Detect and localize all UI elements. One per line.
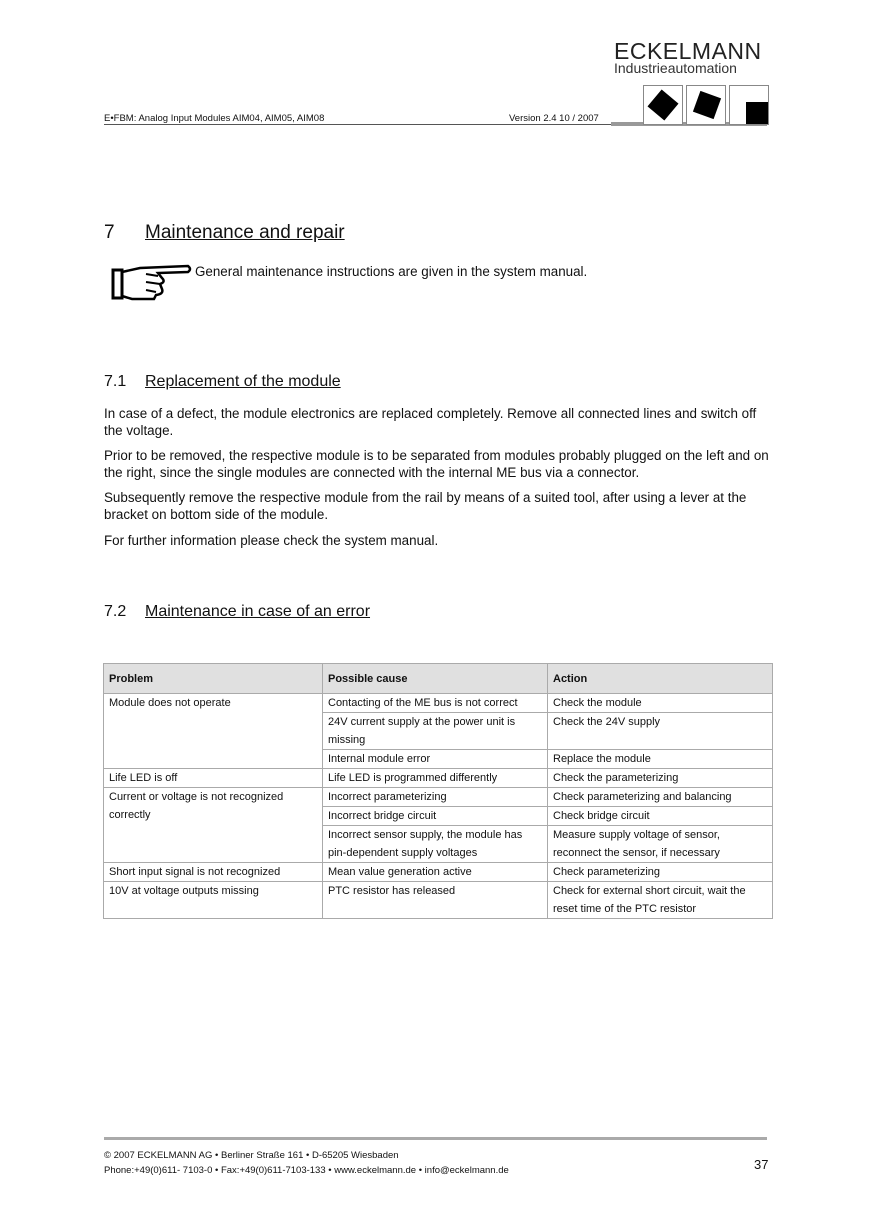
section-7-heading: 7 Maintenance and repair (104, 222, 345, 243)
table-row (104, 769, 773, 788)
cause-cell: PTC resistor has released (323, 882, 548, 919)
problem-cell: Module does not operate (104, 694, 323, 769)
action-cell: Check parameterizing (548, 863, 773, 882)
page-number: 37 (754, 1157, 769, 1172)
logo-square-2 (686, 85, 726, 125)
error-table (103, 663, 773, 919)
table-row (104, 882, 773, 919)
logo-subtitle: Industrieautomation (614, 60, 737, 76)
action-cell: Check the parameterizing (548, 769, 773, 788)
cause-cell: Internal module error (323, 750, 548, 769)
footer-address: © 2007 ECKELMANN AG • Berliner Straße 161 • D-65205 Wiesbaden (104, 1150, 399, 1161)
table-row (104, 694, 773, 713)
cause-cell: Mean value generation active (323, 863, 548, 882)
action-cell: Check parameterizing and balancing (548, 788, 773, 807)
action-cell: Measure supply voltage of sensor, reconnect the sensor, if necessary (548, 826, 773, 863)
paragraph: In case of a defect, the module electronics are replaced completely. Remove all connected lines and switch off the voltage. (104, 406, 757, 438)
logo-square-1 (643, 85, 683, 125)
logo-name: ECKELMANN (614, 38, 762, 64)
problem-cell: Short input signal is not recognized (104, 863, 323, 882)
action-cell: Check the 24V supply (548, 713, 773, 750)
action-cell: Replace the module (548, 750, 773, 769)
logo-square-3 (729, 85, 769, 125)
header-cause: Possible cause (323, 664, 548, 694)
problem-cell: Life LED is off (104, 769, 323, 788)
cause-cell: Incorrect sensor supply, the module has pin-dependent supply voltages (323, 826, 548, 863)
table-header-row (104, 664, 773, 694)
action-cell: Check the module (548, 694, 773, 713)
cause-cell: Incorrect parameterizing (323, 788, 548, 807)
header-problem: Problem (104, 664, 323, 694)
footer-rule (104, 1137, 767, 1140)
header-doc-title: E•FBM: Analog Input Modules AIM04, AIM05, AIM08 (104, 113, 325, 124)
cause-cell: Incorrect bridge circuit (323, 807, 548, 826)
paragraph: For further information please check the system manual. (104, 533, 439, 548)
header-action: Action (548, 664, 773, 694)
maintenance-note: General maintenance instructions are given in the system manual. (195, 264, 588, 279)
paragraph: Prior to be removed, the respective module is to be separated from modules probably plugged on the left and on the right, since the single modules are connected with the internal ME bus via a connector. (104, 448, 769, 480)
pointing-hand-icon (110, 262, 192, 302)
table-row (104, 863, 773, 882)
section-7-1-heading: 7.1 Replacement of the module (104, 373, 341, 390)
problem-cell: 10V at voltage outputs missing (104, 882, 323, 919)
section-7-2-heading: 7.2 Maintenance in case of an error (104, 603, 371, 620)
cause-cell: Life LED is programmed differently (323, 769, 548, 788)
cause-cell: Contacting of the ME bus is not correct (323, 694, 548, 713)
header-underline (104, 124, 611, 125)
footer-contact: Phone:+49(0)611- 7103-0 • Fax:+49(0)611-7103-133 • www.eckelmann.de • info@eckelmann.de (104, 1165, 509, 1176)
table-row (104, 788, 773, 807)
problem-cell: Current or voltage is not recognized correctly (104, 788, 323, 863)
action-cell: Check for external short circuit, wait the reset time of the PTC resistor (548, 882, 773, 919)
header-version: Version 2.4 10 / 2007 (509, 113, 599, 124)
paragraph: Subsequently remove the respective module from the rail by means of a suited tool, after using a lever at the bracket on bottom side of the module. (104, 490, 747, 522)
action-cell: Check bridge circuit (548, 807, 773, 826)
cause-cell: 24V current supply at the power unit is missing (323, 713, 548, 750)
